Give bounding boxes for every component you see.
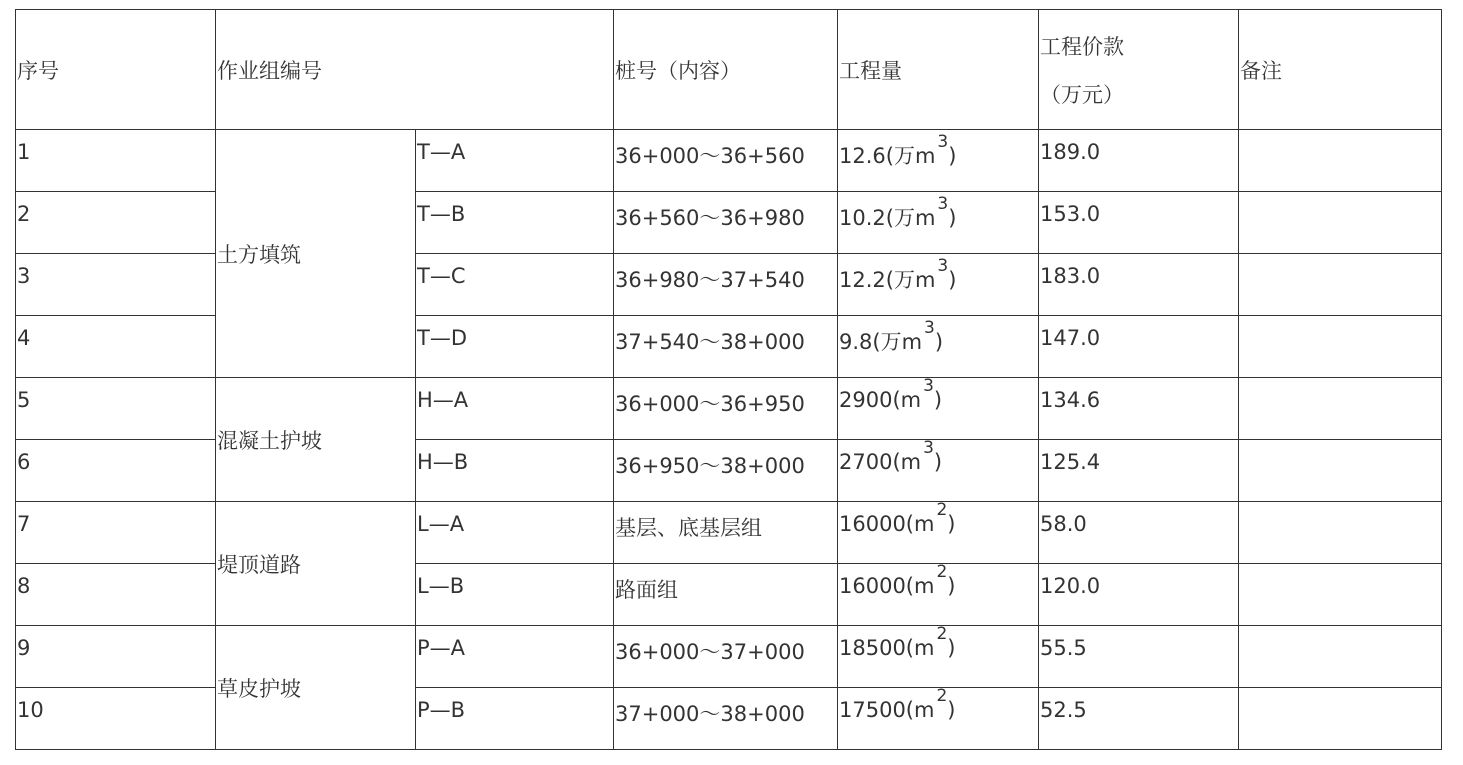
row-price: 52.5	[1039, 688, 1239, 750]
quantity-exponent: 2	[936, 563, 948, 582]
row-price: 125.4	[1039, 440, 1239, 502]
row-note	[1239, 378, 1442, 440]
row-station: 36+560～36+980	[614, 192, 838, 254]
quantity-close-paren: )	[948, 268, 957, 292]
row-note	[1239, 502, 1442, 564]
quantity-base: 2900(m	[839, 388, 922, 412]
row-station: 37+540～38+000	[614, 316, 838, 378]
quantity-base: 16000(m	[839, 574, 935, 598]
table-row	[16, 626, 1442, 688]
group-name: 土方填筑	[216, 130, 416, 378]
row-price: 153.0	[1039, 192, 1239, 254]
row-price: 147.0	[1039, 316, 1239, 378]
row-code: T—B	[416, 192, 614, 254]
group-name: 堤顶道路	[216, 502, 416, 626]
row-quantity	[838, 130, 1039, 192]
quantity-value	[839, 377, 943, 412]
row-station: 基层、底基层组	[614, 502, 838, 564]
quantity-exponent: 2	[936, 625, 948, 644]
row-station: 路面组	[614, 564, 838, 626]
quantity-exponent: 3	[923, 439, 934, 458]
header-note: 备注	[1239, 10, 1442, 130]
row-index: 1	[16, 130, 216, 192]
row-index: 8	[16, 564, 216, 626]
header-row	[16, 10, 1442, 130]
header-price-line2: （万元）	[1040, 82, 1124, 107]
row-quantity	[838, 626, 1039, 688]
header-price	[1039, 10, 1239, 130]
row-quantity	[838, 502, 1039, 564]
row-index: 6	[16, 440, 216, 502]
quantity-exponent: 3	[937, 132, 949, 152]
header-price-line1: 工程价款	[1040, 34, 1124, 59]
row-station: 36+000～36+560	[614, 130, 838, 192]
row-quantity	[838, 440, 1039, 502]
quantity-close-paren: )	[934, 330, 944, 354]
row-station: 37+000～38+000	[614, 688, 838, 750]
row-station: 36+950～38+000	[614, 440, 838, 502]
row-index: 7	[16, 502, 216, 564]
row-price: 55.5	[1039, 626, 1239, 688]
quantity-close-paren: )	[948, 144, 957, 168]
quantity-value	[839, 501, 956, 536]
quantity-exponent: 3	[923, 377, 934, 396]
quantity-close-paren: )	[947, 512, 956, 536]
header-station: 桩号（内容）	[614, 10, 838, 130]
quantity-close-paren: )	[933, 450, 943, 474]
row-code: P—B	[416, 688, 614, 750]
quantity-value	[839, 194, 957, 232]
row-note	[1239, 564, 1442, 626]
row-code: H—B	[416, 440, 614, 502]
quantity-exponent: 3	[937, 256, 949, 276]
row-quantity	[838, 564, 1039, 626]
quantity-value	[839, 256, 957, 294]
header-quantity: 工程量	[838, 10, 1039, 130]
quantity-exponent: 3	[924, 318, 935, 338]
row-code: L—B	[416, 564, 614, 626]
row-quantity	[838, 378, 1039, 440]
row-index: 5	[16, 378, 216, 440]
row-quantity	[838, 316, 1039, 378]
row-index: 9	[16, 626, 216, 688]
row-price: 134.6	[1039, 378, 1239, 440]
quantities-table	[15, 9, 1442, 750]
quantity-base: 10.2(万m	[839, 206, 936, 230]
quantity-close-paren: )	[933, 388, 943, 412]
row-note	[1239, 440, 1442, 502]
row-code: T—A	[416, 130, 614, 192]
quantity-close-paren: )	[947, 574, 956, 598]
quantity-close-paren: )	[947, 636, 956, 660]
row-price: 183.0	[1039, 254, 1239, 316]
quantity-base: 12.2(万m	[839, 268, 936, 292]
row-code: T—C	[416, 254, 614, 316]
header-group: 作业组编号	[216, 10, 614, 130]
quantity-value	[839, 132, 957, 170]
row-station: 36+000～36+950	[614, 378, 838, 440]
row-index: 10	[16, 688, 216, 750]
row-code: T—D	[416, 316, 614, 378]
quantity-base: 18500(m	[839, 636, 935, 660]
quantity-value	[839, 439, 943, 474]
quantity-value	[839, 625, 956, 660]
row-index: 4	[16, 316, 216, 378]
quantity-value	[839, 563, 956, 598]
row-note	[1239, 192, 1442, 254]
quantity-base: 12.6(万m	[839, 144, 936, 168]
row-quantity	[838, 688, 1039, 750]
row-price: 58.0	[1039, 502, 1239, 564]
quantity-value	[839, 318, 944, 356]
row-note	[1239, 130, 1442, 192]
row-code: H—A	[416, 378, 614, 440]
row-note	[1239, 316, 1442, 378]
quantity-exponent: 2	[936, 501, 948, 520]
table-row	[16, 378, 1442, 440]
quantity-close-paren: )	[948, 206, 957, 230]
quantity-value	[839, 687, 956, 722]
quantity-base: 2700(m	[839, 450, 922, 474]
row-note	[1239, 688, 1442, 750]
table-row	[16, 502, 1442, 564]
group-name: 混凝土护坡	[216, 378, 416, 502]
row-price: 120.0	[1039, 564, 1239, 626]
row-quantity	[838, 254, 1039, 316]
row-note	[1239, 626, 1442, 688]
table-row	[16, 130, 1442, 192]
group-name: 草皮护坡	[216, 626, 416, 750]
quantity-base: 16000(m	[839, 512, 935, 536]
row-code: P—A	[416, 626, 614, 688]
quantity-base: 17500(m	[839, 698, 935, 722]
row-index: 2	[16, 192, 216, 254]
header-index: 序号	[16, 10, 216, 130]
row-quantity	[838, 192, 1039, 254]
quantity-exponent: 3	[937, 194, 949, 214]
quantity-close-paren: )	[947, 698, 956, 722]
row-index: 3	[16, 254, 216, 316]
quantity-base: 9.8(万m	[839, 330, 923, 354]
row-station: 36+980～37+540	[614, 254, 838, 316]
quantity-exponent: 2	[936, 687, 948, 706]
row-code: L—A	[416, 502, 614, 564]
row-station: 36+000～37+000	[614, 626, 838, 688]
row-price: 189.0	[1039, 130, 1239, 192]
row-note	[1239, 254, 1442, 316]
